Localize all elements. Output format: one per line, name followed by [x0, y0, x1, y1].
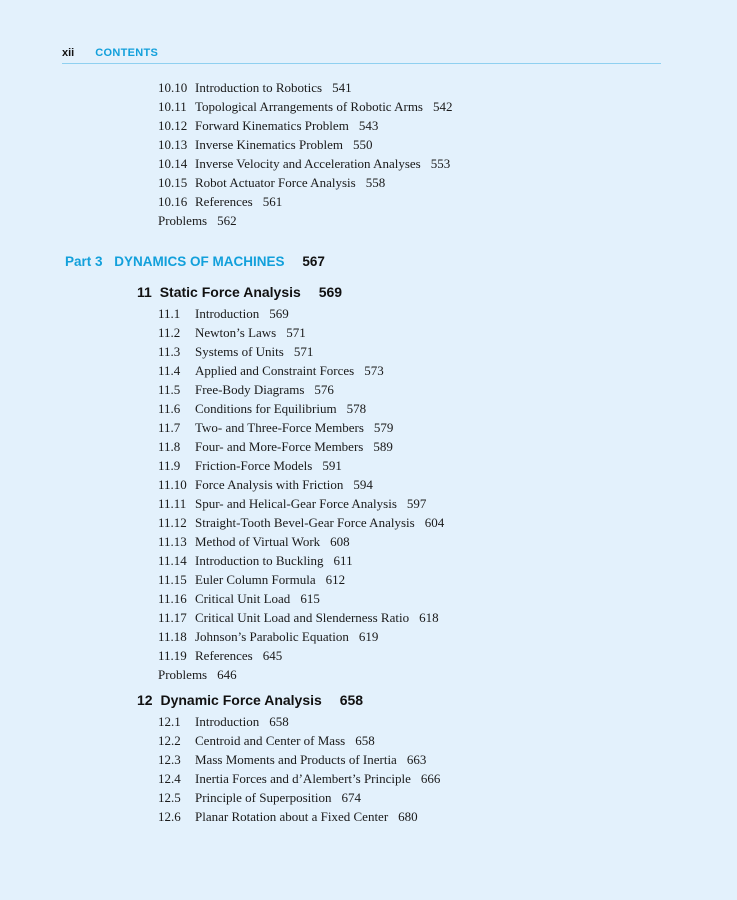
- running-head-label: CONTENTS: [95, 47, 159, 59]
- toc-entry: [158, 608, 439, 627]
- section-title: Conditions for Equilibrium: [195, 401, 337, 416]
- section-number: 11.16: [158, 591, 187, 606]
- section-page: 573: [364, 363, 384, 378]
- section-number: 11.12: [158, 515, 187, 530]
- part-label: Part 3: [65, 254, 103, 269]
- section-title: Principle of Superposition: [195, 790, 332, 805]
- section-title: Inverse Kinematics Problem: [195, 137, 344, 152]
- section-title: References: [195, 194, 253, 209]
- chapter-title: Static Force Analysis: [159, 284, 301, 300]
- toc-entry: [158, 437, 393, 456]
- section-title: Problems: [158, 213, 208, 228]
- chapter-heading-12: [137, 692, 363, 708]
- toc-entry: [158, 380, 334, 399]
- section-title: Euler Column Formula: [195, 572, 316, 587]
- section-title: Applied and Constraint Forces: [195, 363, 355, 378]
- section-number: 11.7: [158, 420, 181, 435]
- section-number: 11.18: [158, 629, 187, 644]
- toc-entry: [158, 418, 393, 437]
- section-page: 618: [419, 610, 439, 625]
- page-number: xii: [62, 47, 75, 59]
- section-page: 569: [269, 306, 289, 321]
- toc-entry: [158, 399, 366, 418]
- section-title: Two- and Three-Force Members: [195, 420, 364, 435]
- section-number: 11.4: [158, 363, 181, 378]
- section-page: 597: [406, 496, 427, 511]
- section-page: 594: [353, 477, 373, 492]
- section-title: Straight-Tooth Bevel-Gear Force Analysis: [195, 515, 415, 530]
- section-page: 571: [286, 325, 306, 340]
- section-page: 666: [420, 771, 441, 786]
- section-title: References: [195, 648, 253, 663]
- toc-entry: [158, 532, 350, 551]
- toc-entry: [158, 627, 378, 646]
- section-title: Introduction to Buckling: [195, 553, 324, 568]
- toc-entry: [158, 769, 440, 788]
- section-title: Friction-Force Models: [195, 458, 313, 473]
- section-number: 11.19: [158, 648, 187, 663]
- toc-entry: [158, 712, 289, 731]
- toc-entry: [158, 192, 282, 211]
- toc-entry: [158, 456, 342, 475]
- section-number: 11.1: [158, 306, 181, 321]
- toc-entry: [158, 513, 444, 532]
- section-title: Problems: [158, 667, 208, 682]
- section-number: 12.3: [158, 752, 181, 767]
- section-number: 10.13: [158, 137, 188, 152]
- section-page: 608: [330, 534, 350, 549]
- section-page: 591: [322, 458, 342, 473]
- toc-entry: [158, 551, 353, 570]
- section-number: 10.15: [158, 175, 188, 190]
- section-page: 645: [262, 648, 283, 663]
- toc-entry: [158, 750, 426, 769]
- section-number: 11.3: [158, 344, 181, 359]
- section-title: Critical Unit Load and Slenderness Ratio: [195, 610, 410, 625]
- toc-entry: [158, 304, 289, 323]
- part-title: DYNAMICS OF MACHINES: [114, 254, 285, 269]
- toc-entry: [158, 475, 373, 494]
- section-number: 10.11: [158, 99, 187, 114]
- section-number: 12.1: [158, 714, 181, 729]
- chapter-title: Dynamic Force Analysis: [160, 692, 322, 708]
- chapter-heading-11: [137, 284, 342, 300]
- toc-entry: [158, 807, 418, 826]
- toc-entry: [158, 323, 306, 342]
- section-number: 11.11: [158, 496, 187, 511]
- section-number: 10.14: [158, 156, 188, 171]
- section-title: Introduction: [195, 714, 260, 729]
- section-page: 579: [373, 420, 394, 435]
- section-page: 680: [398, 809, 418, 824]
- toc-entry: [158, 361, 384, 380]
- section-title: Spur- and Helical-Gear Force Analysis: [195, 496, 397, 511]
- part-heading: [65, 254, 325, 269]
- section-title: Introduction: [195, 306, 260, 321]
- section-page: 663: [406, 752, 427, 767]
- toc-entry: [158, 173, 385, 192]
- section-number: 11.8: [158, 439, 181, 454]
- toc-entry: [158, 646, 282, 665]
- section-title: Force Analysis with Friction: [195, 477, 344, 492]
- section-page: 612: [325, 572, 346, 587]
- section-page: 543: [358, 118, 379, 133]
- toc-entry: [158, 731, 375, 750]
- section-page: 615: [300, 591, 320, 606]
- section-title: Robot Actuator Force Analysis: [195, 175, 356, 190]
- section-page: 658: [269, 714, 289, 729]
- chapter-number: 11: [137, 284, 152, 300]
- toc-entry: [158, 97, 453, 116]
- toc-entry: [158, 494, 426, 513]
- section-number: 12.4: [158, 771, 181, 786]
- section-number: 11.15: [158, 572, 187, 587]
- section-title: Free-Body Diagrams: [195, 382, 305, 397]
- section-number: 11.13: [158, 534, 187, 549]
- section-title: Newton’s Laws: [195, 325, 277, 340]
- toc-entry: [158, 116, 378, 135]
- section-title: Johnson’s Parabolic Equation: [195, 629, 349, 644]
- section-page: 646: [217, 667, 237, 682]
- chapter-number: 12: [137, 692, 153, 708]
- section-number: 10.12: [158, 118, 188, 133]
- section-number: 10.10: [158, 80, 188, 95]
- toc-entry: [158, 570, 345, 589]
- section-page: 562: [217, 213, 237, 228]
- section-number: 11.17: [158, 610, 187, 625]
- toc-entry: [158, 788, 361, 807]
- section-page: 571: [293, 344, 314, 359]
- section-page: 604: [424, 515, 445, 530]
- section-number: 12.5: [158, 790, 181, 805]
- section-title: Topological Arrangements of Robotic Arms: [195, 99, 423, 114]
- toc-entry: [158, 154, 450, 173]
- section-title: Planar Rotation about a Fixed Center: [195, 809, 389, 824]
- section-number: 12.6: [158, 809, 181, 824]
- section-page: 542: [433, 99, 453, 114]
- section-title: Introduction to Robotics: [195, 80, 323, 95]
- section-page: 611: [333, 553, 353, 568]
- toc-entry: [158, 78, 352, 97]
- chapter-page: 569: [318, 284, 343, 300]
- toc-entry: [158, 342, 313, 361]
- section-title: Mass Moments and Products of Inertia: [195, 752, 397, 767]
- section-page: 558: [365, 175, 386, 190]
- toc-entry: [158, 665, 237, 684]
- section-title: Inverse Velocity and Acceleration Analyses: [195, 156, 421, 171]
- section-title: Inertia Forces and d’Alembert’s Principle: [195, 771, 411, 786]
- section-title: Systems of Units: [195, 344, 284, 359]
- section-page: 576: [314, 382, 334, 397]
- section-page: 619: [358, 629, 379, 644]
- section-number: 11.6: [158, 401, 181, 416]
- section-page: 578: [346, 401, 367, 416]
- section-page: 589: [373, 439, 393, 454]
- section-page: 550: [353, 137, 373, 152]
- section-number: 10.16: [158, 194, 188, 209]
- section-number: 11.9: [158, 458, 181, 473]
- section-title: Four- and More-Force Members: [195, 439, 364, 454]
- section-title: Critical Unit Load: [195, 591, 291, 606]
- chapter-page: 658: [339, 692, 364, 708]
- toc-entry: [158, 589, 320, 608]
- section-number: 11.14: [158, 553, 187, 568]
- section-page: 674: [341, 790, 361, 805]
- section-page: 553: [430, 156, 451, 171]
- toc-entry: [158, 211, 237, 230]
- section-number: 11.10: [158, 477, 187, 492]
- running-head: [62, 47, 661, 64]
- section-title: Forward Kinematics Problem: [195, 118, 349, 133]
- part-page: 567: [302, 254, 325, 269]
- section-title: Method of Virtual Work: [195, 534, 321, 549]
- toc-entry: [158, 135, 373, 154]
- section-number: 11.5: [158, 382, 181, 397]
- section-page: 658: [355, 733, 375, 748]
- section-page: 541: [332, 80, 352, 95]
- section-title: Centroid and Center of Mass: [195, 733, 346, 748]
- section-page: 561: [262, 194, 283, 209]
- section-number: 11.2: [158, 325, 181, 340]
- section-number: 12.2: [158, 733, 181, 748]
